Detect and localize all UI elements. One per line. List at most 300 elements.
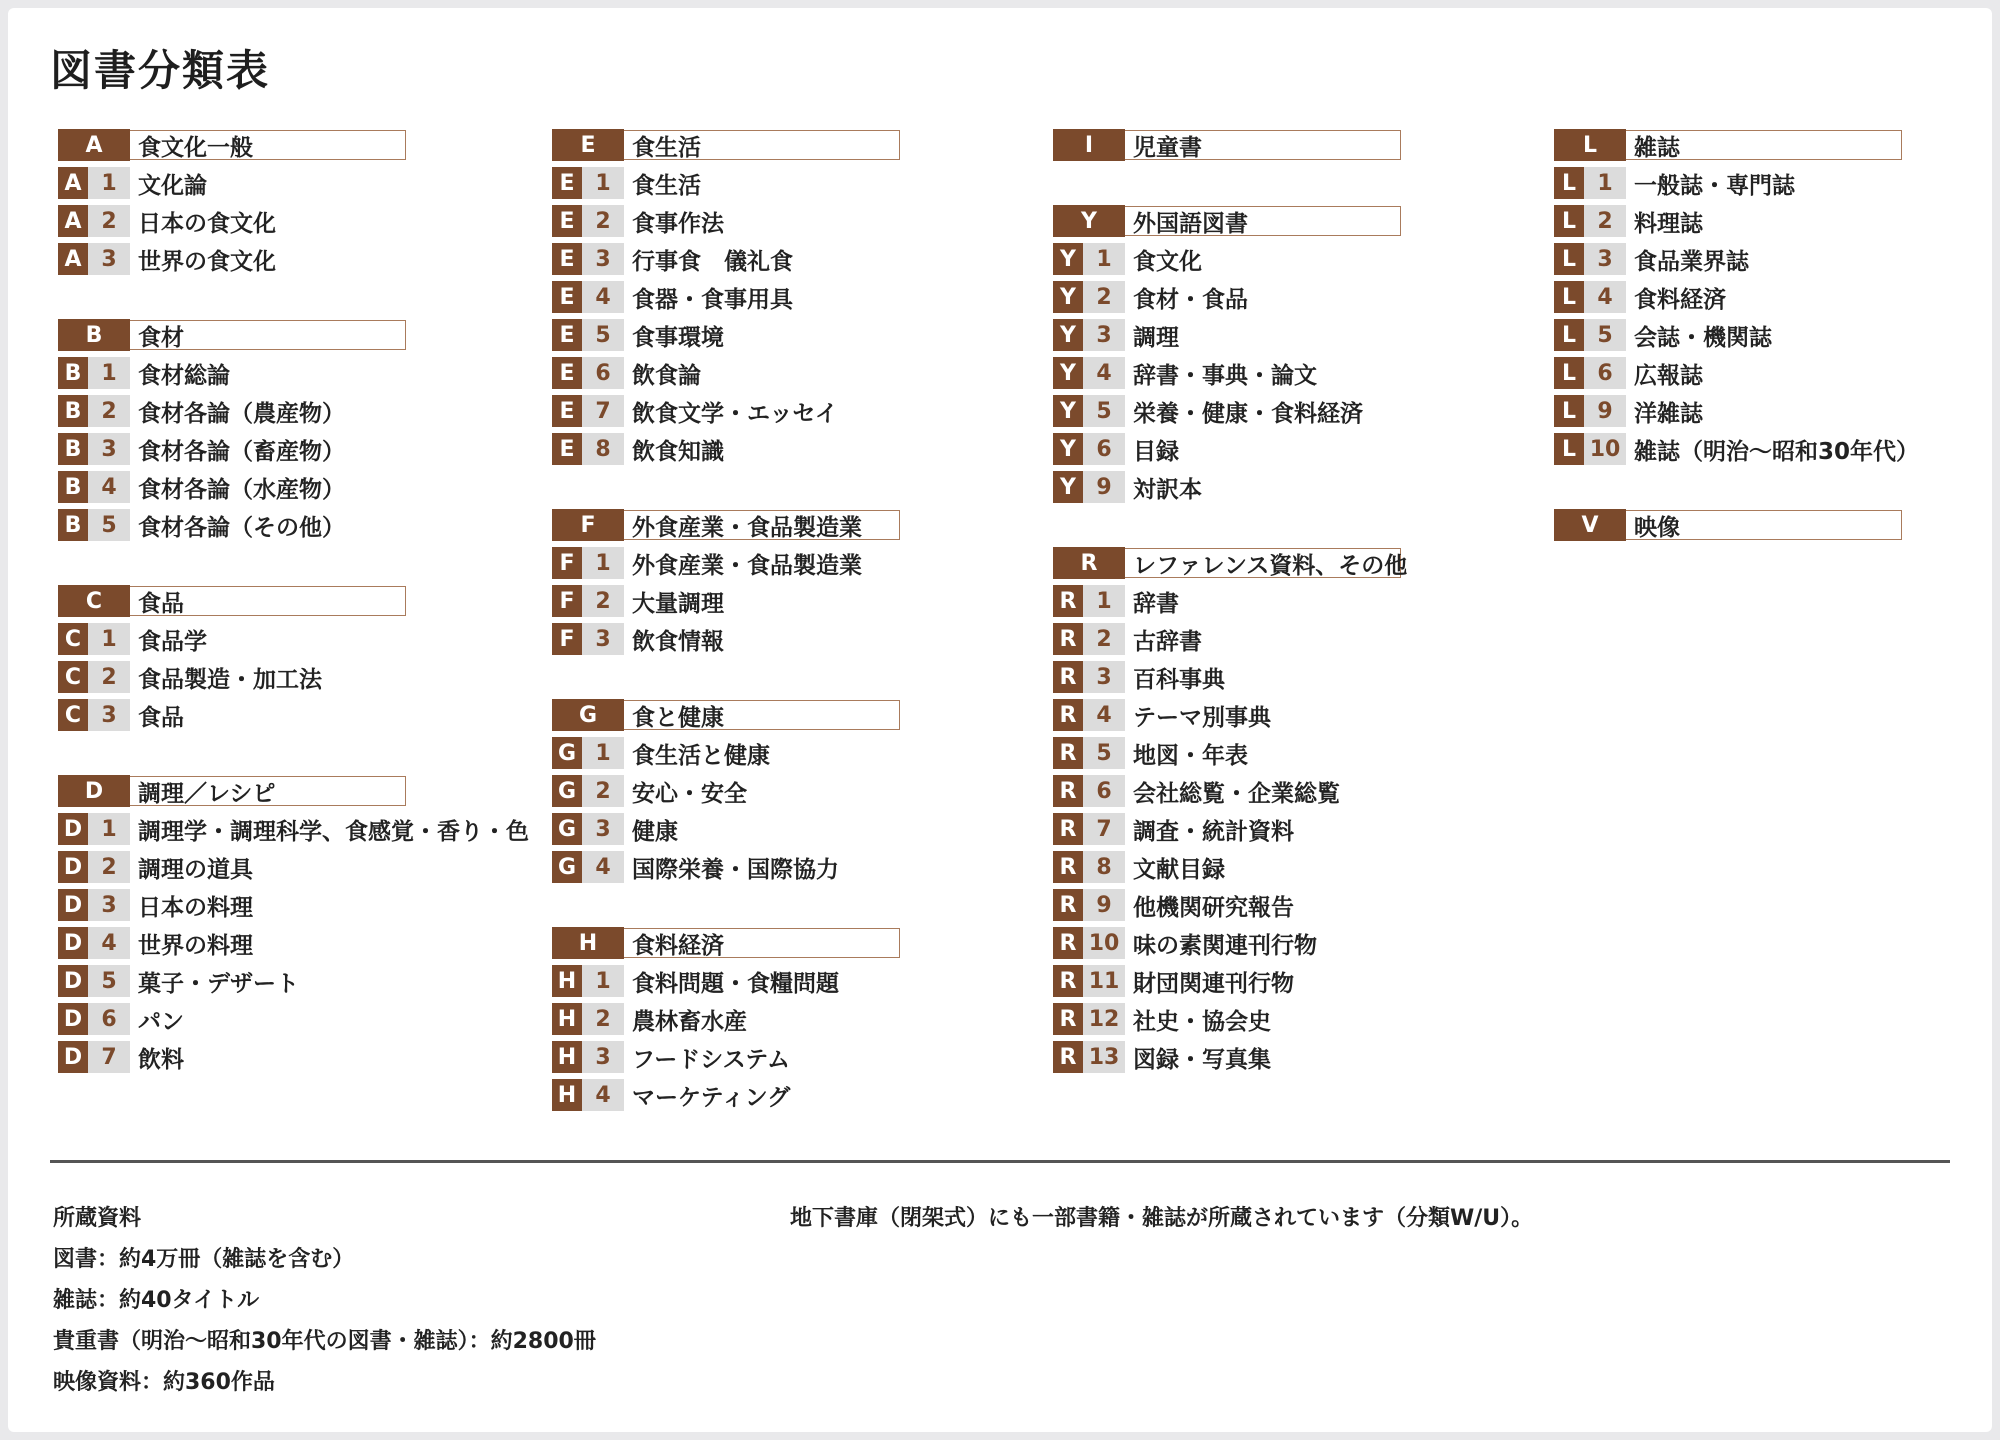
holdings-heading: 所蔵資料 [53, 1206, 142, 1231]
subcategory-label: 地図・年表 [1133, 742, 1248, 769]
subcategory-number: 7 [582, 395, 624, 427]
subcategory-number: 5 [1083, 737, 1125, 769]
subcategory-letter: L [1554, 281, 1584, 313]
category-group-g [552, 696, 1032, 886]
subcategory-row [1053, 734, 1533, 772]
subcategory-label: 日本の食文化 [138, 210, 276, 237]
category-code: I [1053, 129, 1125, 161]
subcategory-number: 3 [1584, 243, 1626, 275]
category-header [552, 696, 1032, 734]
subcategory-row [552, 240, 1032, 278]
subcategory-row [552, 316, 1032, 354]
subcategory-row [1053, 392, 1533, 430]
category-code: L [1554, 129, 1626, 161]
subcategory-label: 料理誌 [1634, 210, 1703, 237]
subcategory-letter: E [552, 319, 582, 351]
subcategory-number: 12 [1083, 1003, 1125, 1035]
subcategory-row [552, 392, 1032, 430]
subcategory-number: 3 [88, 699, 130, 731]
subcategory-letter: R [1053, 737, 1083, 769]
subcategory-letter: R [1053, 661, 1083, 693]
subcategory-letter: C [58, 623, 88, 655]
subcategory-number: 10 [1584, 433, 1626, 465]
subcategory-row [1053, 696, 1533, 734]
subcategory-letter: D [58, 927, 88, 959]
subcategory-number: 3 [582, 243, 624, 275]
category-column-2 [552, 126, 1032, 1152]
subcategory-letter: R [1053, 813, 1083, 845]
category-group-v [1554, 506, 2000, 544]
subcategory-row [1053, 316, 1533, 354]
subcategory-letter: R [1053, 1003, 1083, 1035]
subcategory-letter: R [1053, 623, 1083, 655]
subcategory-row [1053, 430, 1533, 468]
subcategory-letter: B [58, 357, 88, 389]
subcategory-label: 食事作法 [632, 210, 724, 237]
subcategory-row [1554, 430, 2000, 468]
category-column-1 [58, 126, 538, 1114]
page-title: 図書分類表 [50, 46, 271, 95]
subcategory-number: 1 [88, 167, 130, 199]
subcategory-label: 文献目録 [1133, 856, 1225, 883]
category-group-d [58, 772, 538, 1076]
category-name: 調理／レシピ [130, 776, 406, 806]
subcategory-letter: G [552, 813, 582, 845]
subcategory-letter: L [1554, 319, 1584, 351]
subcategory-row [58, 886, 538, 924]
subcategory-number: 2 [1083, 281, 1125, 313]
subcategory-row [552, 164, 1032, 202]
category-header [1554, 506, 2000, 544]
subcategory-number: 4 [88, 927, 130, 959]
subcategory-number: 8 [1083, 851, 1125, 883]
subcategory-number: 9 [1083, 471, 1125, 503]
subcategory-row [1053, 354, 1533, 392]
subcategory-row [1554, 354, 2000, 392]
subcategory-label: 辞書 [1133, 590, 1179, 617]
subcategory-letter: L [1554, 357, 1584, 389]
subcategory-row [552, 620, 1032, 658]
subcategory-row [1554, 202, 2000, 240]
subcategory-number: 11 [1083, 965, 1125, 997]
subcategory-row [58, 202, 538, 240]
subcategory-letter: D [58, 813, 88, 845]
subcategory-row [552, 810, 1032, 848]
subcategory-label: 広報誌 [1634, 362, 1703, 389]
subcategory-row [1053, 278, 1533, 316]
category-group-y [1053, 202, 1533, 506]
subcategory-number: 4 [582, 851, 624, 883]
subcategory-number: 2 [582, 205, 624, 237]
subcategory-row [58, 924, 538, 962]
category-code: E [552, 129, 624, 161]
subcategory-letter: H [552, 1079, 582, 1111]
subcategory-row [58, 164, 538, 202]
subcategory-row [552, 544, 1032, 582]
subcategory-letter: L [1554, 205, 1584, 237]
subcategory-label: マーケティング [632, 1084, 791, 1111]
subcategory-row [1053, 582, 1533, 620]
subcategory-row [552, 962, 1032, 1000]
subcategory-row [1554, 316, 2000, 354]
subcategory-row [1053, 620, 1533, 658]
subcategory-number: 6 [88, 1003, 130, 1035]
subcategory-number: 5 [88, 509, 130, 541]
category-header [1053, 544, 1533, 582]
category-header [58, 316, 538, 354]
subcategory-letter: R [1053, 585, 1083, 617]
subcategory-number: 8 [582, 433, 624, 465]
subcategory-number: 2 [88, 661, 130, 693]
subcategory-label: 栄養・健康・食料経済 [1133, 400, 1363, 427]
subcategory-label: 飲料 [138, 1046, 184, 1073]
subcategory-letter: F [552, 547, 582, 579]
subcategory-letter: H [552, 965, 582, 997]
subcategory-number: 2 [582, 1003, 624, 1035]
subcategory-number: 9 [1584, 395, 1626, 427]
subcategory-row [58, 620, 538, 658]
subcategory-row [1053, 924, 1533, 962]
subcategory-label: 食品 [138, 704, 184, 731]
subcategory-row [1554, 278, 2000, 316]
subcategory-label: 会社総覧・企業総覧 [1133, 780, 1340, 807]
subcategory-number: 6 [1083, 775, 1125, 807]
subcategory-letter: R [1053, 1041, 1083, 1073]
subcategory-letter: L [1554, 243, 1584, 275]
category-code: D [58, 775, 130, 807]
subcategory-letter: R [1053, 699, 1083, 731]
subcategory-row [552, 278, 1032, 316]
category-name: レファレンス資料、その他 [1125, 548, 1401, 578]
subcategory-number: 2 [88, 395, 130, 427]
subcategory-letter: G [552, 851, 582, 883]
subcategory-letter: B [58, 509, 88, 541]
category-group-l [1554, 126, 2000, 468]
subcategory-number: 1 [88, 357, 130, 389]
subcategory-label: 財団関連刊行物 [1133, 970, 1294, 997]
subcategory-letter: L [1554, 395, 1584, 427]
subcategory-letter: Y [1053, 243, 1083, 275]
subcategory-number: 3 [1083, 661, 1125, 693]
category-code: R [1053, 547, 1125, 579]
subcategory-label: フードシステム [632, 1046, 791, 1073]
subcategory-letter: Y [1053, 281, 1083, 313]
subcategory-label: 大量調理 [632, 590, 724, 617]
category-name: 外食産業・食品製造業 [624, 510, 900, 540]
subcategory-row [552, 354, 1032, 392]
subcategory-row [552, 772, 1032, 810]
category-code: F [552, 509, 624, 541]
subcategory-label: 食材各論（畜産物） [138, 438, 345, 465]
subcategory-number: 4 [582, 281, 624, 313]
subcategory-number: 4 [88, 471, 130, 503]
subcategory-number: 3 [582, 623, 624, 655]
subcategory-label: 食器・食事用具 [632, 286, 793, 313]
category-name: 食と健康 [624, 700, 900, 730]
subcategory-label: 古辞書 [1133, 628, 1202, 655]
category-code: Y [1053, 205, 1125, 237]
subcategory-letter: R [1053, 775, 1083, 807]
subcategory-label: 食品製造・加工法 [138, 666, 322, 693]
category-header [58, 126, 538, 164]
subcategory-number: 1 [582, 737, 624, 769]
subcategory-label: 百科事典 [1133, 666, 1225, 693]
subcategory-label: 食材総論 [138, 362, 230, 389]
subcategory-letter: H [552, 1003, 582, 1035]
subcategory-label: 目録 [1133, 438, 1179, 465]
subcategory-letter: E [552, 395, 582, 427]
subcategory-letter: C [58, 661, 88, 693]
subcategory-letter: B [58, 471, 88, 503]
subcategory-row [552, 1000, 1032, 1038]
subcategory-label: 雑誌（明治～昭和30年代） [1634, 438, 1920, 465]
category-header [552, 506, 1032, 544]
holdings-line: 雑誌：約40タイトル [53, 1288, 260, 1313]
holdings-summary [53, 1198, 596, 1403]
category-group-a [58, 126, 538, 278]
subcategory-row [58, 1000, 538, 1038]
subcategory-label: 文化論 [138, 172, 207, 199]
subcategory-letter: Y [1053, 433, 1083, 465]
subcategory-row [552, 1038, 1032, 1076]
subcategory-number: 5 [1584, 319, 1626, 351]
category-group-e [552, 126, 1032, 468]
category-group-r [1053, 544, 1533, 1076]
subcategory-row [58, 430, 538, 468]
subcategory-number: 1 [582, 167, 624, 199]
subcategory-label: 食料経済 [1634, 286, 1726, 313]
subcategory-letter: L [1554, 433, 1584, 465]
subcategory-label: テーマ別事典 [1133, 704, 1271, 731]
storage-note: 地下書庫（閉架式）にも一部書籍・雑誌が所蔵されています（分類W/U）。 [790, 1206, 1534, 1231]
subcategory-number: 1 [88, 813, 130, 845]
holdings-line: 貴重書（明治～昭和30年代の図書・雑誌）：約2800冊 [53, 1329, 596, 1354]
subcategory-label: 一般誌・専門誌 [1634, 172, 1795, 199]
subcategory-letter: B [58, 433, 88, 465]
subcategory-label: 他機関研究報告 [1133, 894, 1294, 921]
category-name: 食文化一般 [130, 130, 406, 160]
subcategory-row [552, 734, 1032, 772]
subcategory-letter: B [58, 395, 88, 427]
subcategory-row [1053, 772, 1533, 810]
subcategory-letter: F [552, 585, 582, 617]
subcategory-letter: G [552, 775, 582, 807]
subcategory-row [1053, 1000, 1533, 1038]
subcategory-letter: E [552, 357, 582, 389]
subcategory-label: 行事食 儀礼食 [632, 248, 793, 275]
subcategory-row [1554, 392, 2000, 430]
subcategory-number: 6 [1083, 433, 1125, 465]
subcategory-label: 飲食情報 [632, 628, 724, 655]
subcategory-label: 飲食知識 [632, 438, 724, 465]
subcategory-row [1053, 1038, 1533, 1076]
subcategory-number: 3 [88, 243, 130, 275]
subcategory-label: 図録・写真集 [1133, 1046, 1271, 1073]
subcategory-number: 2 [88, 205, 130, 237]
category-name: 食品 [130, 586, 406, 616]
subcategory-label: 世界の食文化 [138, 248, 276, 275]
subcategory-row [552, 430, 1032, 468]
subcategory-label: 食事環境 [632, 324, 724, 351]
subcategory-label: 会誌・機関誌 [1634, 324, 1772, 351]
subcategory-letter: E [552, 281, 582, 313]
category-group-h [552, 924, 1032, 1114]
subcategory-label: 対訳本 [1133, 476, 1202, 503]
subcategory-number: 3 [582, 1041, 624, 1073]
subcategory-number: 2 [1083, 623, 1125, 655]
subcategory-letter: R [1053, 965, 1083, 997]
subcategory-row [58, 1038, 538, 1076]
subcategory-letter: Y [1053, 471, 1083, 503]
subcategory-letter: A [58, 205, 88, 237]
subcategory-row [58, 354, 538, 392]
category-code: G [552, 699, 624, 731]
subcategory-number: 1 [582, 965, 624, 997]
subcategory-row [58, 392, 538, 430]
subcategory-label: 食品学 [138, 628, 207, 655]
subcategory-row [1053, 886, 1533, 924]
subcategory-row [58, 468, 538, 506]
subcategory-number: 13 [1083, 1041, 1125, 1073]
subcategory-letter: A [58, 243, 88, 275]
category-header [552, 924, 1032, 962]
subcategory-number: 3 [582, 813, 624, 845]
subcategory-label: 飲食文学・エッセイ [632, 400, 838, 427]
subcategory-label: 食料問題・食糧問題 [632, 970, 839, 997]
subcategory-letter: D [58, 851, 88, 883]
subcategory-letter: E [552, 243, 582, 275]
subcategory-number: 1 [1083, 243, 1125, 275]
subcategory-row [1053, 240, 1533, 278]
subcategory-letter: R [1053, 889, 1083, 921]
subcategory-row [552, 202, 1032, 240]
subcategory-row [1053, 658, 1533, 696]
subcategory-label: 世界の料理 [138, 932, 253, 959]
subcategory-letter: G [552, 737, 582, 769]
subcategory-label: 食材各論（農産物） [138, 400, 345, 427]
subcategory-number: 7 [88, 1041, 130, 1073]
subcategory-row [552, 582, 1032, 620]
subcategory-label: 食材・食品 [1133, 286, 1248, 313]
subcategory-row [552, 1076, 1032, 1114]
subcategory-letter: Y [1053, 357, 1083, 389]
subcategory-letter: R [1053, 927, 1083, 959]
subcategory-letter: F [552, 623, 582, 655]
subcategory-letter: D [58, 1041, 88, 1073]
subcategory-letter: R [1053, 851, 1083, 883]
subcategory-label: 調理 [1133, 324, 1179, 351]
subcategory-letter: L [1554, 167, 1584, 199]
subcategory-number: 1 [1083, 585, 1125, 617]
subcategory-label: 食生活と健康 [632, 742, 770, 769]
subcategory-number: 6 [582, 357, 624, 389]
category-code: B [58, 319, 130, 351]
subcategory-label: 食文化 [1133, 248, 1202, 275]
subcategory-row [58, 848, 538, 886]
subcategory-letter: E [552, 167, 582, 199]
subcategory-number: 4 [582, 1079, 624, 1111]
subcategory-row [58, 962, 538, 1000]
subcategory-number: 1 [1584, 167, 1626, 199]
subcategory-letter: A [58, 167, 88, 199]
category-group-c [58, 582, 538, 734]
subcategory-row [58, 240, 538, 278]
subcategory-label: 飲食論 [632, 362, 701, 389]
category-header [1053, 126, 1533, 164]
subcategory-number: 5 [582, 319, 624, 351]
subcategory-row [58, 696, 538, 734]
subcategory-label: 安心・安全 [632, 780, 747, 807]
subcategory-label: 菓子・デザート [138, 970, 299, 997]
subcategory-number: 2 [1584, 205, 1626, 237]
subcategory-number: 7 [1083, 813, 1125, 845]
category-name: 雑誌 [1626, 130, 1902, 160]
subcategory-label: パン [138, 1008, 184, 1035]
category-header [552, 126, 1032, 164]
subcategory-row [58, 506, 538, 544]
category-name: 食料経済 [624, 928, 900, 958]
category-name: 映像 [1626, 510, 1902, 540]
subcategory-number: 2 [582, 585, 624, 617]
subcategory-label: 日本の料理 [138, 894, 253, 921]
category-name: 食生活 [624, 130, 900, 160]
subcategory-row [58, 658, 538, 696]
subcategory-label: 食材各論（水産物） [138, 476, 345, 503]
category-code: C [58, 585, 130, 617]
subcategory-row [1554, 240, 2000, 278]
subcategory-row [58, 810, 538, 848]
category-name: 食材 [130, 320, 406, 350]
subcategory-letter: E [552, 433, 582, 465]
category-header [1554, 126, 2000, 164]
subcategory-number: 3 [1083, 319, 1125, 351]
subcategory-number: 4 [1083, 699, 1125, 731]
subcategory-number: 5 [88, 965, 130, 997]
section-divider [50, 1160, 1950, 1163]
subcategory-label: 洋雑誌 [1634, 400, 1703, 427]
category-column-3 [1053, 126, 1533, 1114]
subcategory-label: 調理学・調理科学、食感覚・香り・色 [138, 818, 529, 845]
subcategory-row [1053, 962, 1533, 1000]
subcategory-row [1053, 848, 1533, 886]
subcategory-label: 健康 [632, 818, 678, 845]
holdings-line: 図書：約4万冊（雑誌を含む） [53, 1247, 355, 1272]
subcategory-row [552, 848, 1032, 886]
subcategory-number: 1 [88, 623, 130, 655]
subcategory-letter: E [552, 205, 582, 237]
subcategory-number: 3 [88, 433, 130, 465]
subcategory-label: 社史・協会史 [1133, 1008, 1271, 1035]
subcategory-label: 調理の道具 [138, 856, 253, 883]
classification-sheet [8, 8, 1992, 1432]
category-code: V [1554, 509, 1626, 541]
subcategory-letter: Y [1053, 319, 1083, 351]
subcategory-letter: D [58, 889, 88, 921]
subcategory-label: 味の素関連刊行物 [1133, 932, 1317, 959]
subcategory-number: 1 [582, 547, 624, 579]
category-header [58, 582, 538, 620]
category-name: 外国語図書 [1125, 206, 1401, 236]
category-code: A [58, 129, 130, 161]
subcategory-letter: Y [1053, 395, 1083, 427]
subcategory-number: 4 [1083, 357, 1125, 389]
subcategory-label: 国際栄養・国際協力 [632, 856, 839, 883]
category-group-f [552, 506, 1032, 658]
subcategory-number: 2 [582, 775, 624, 807]
subcategory-label: 食材各論（その他） [138, 514, 345, 541]
category-group-i [1053, 126, 1533, 164]
subcategory-number: 6 [1584, 357, 1626, 389]
